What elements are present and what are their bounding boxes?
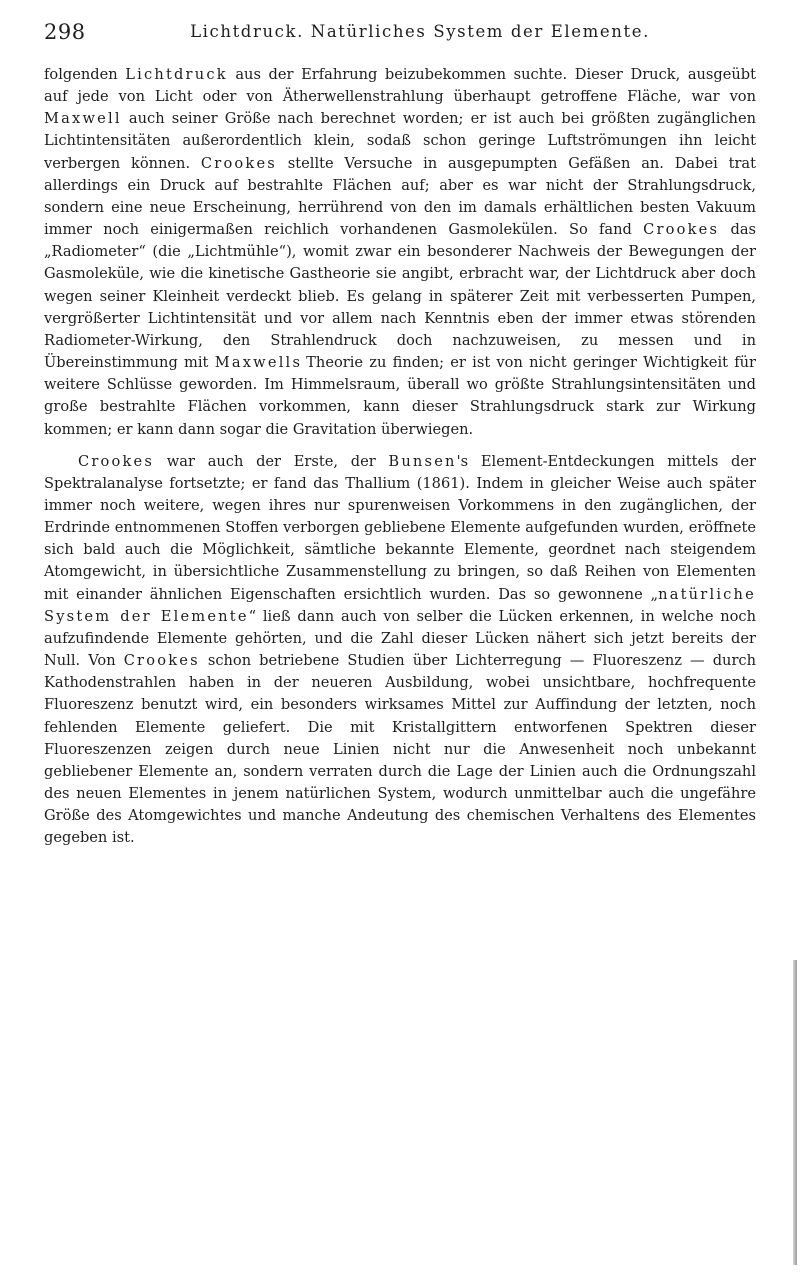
page-edge-shadow (793, 960, 797, 1265)
text-run: aus der Erfahrung beizubekommen suchte. Dieser Druck, ausgeübt auf jede von Licht oder von Ätherwellenstrahlung überhaupt getroffene Fläche, war von (44, 66, 756, 106)
paragraph (44, 451, 756, 850)
text-run: stellte Versuche in ausgepumpten Gefäßen an. Dabei trat allerdings ein Druck auf bestrahlte Flächen auf; aber es war nicht der Strahlungsdruck, sondern eine neue Erscheinung, herrührend von den im damals erhältlichen besten Vakuum immer noch einigermaßen reichlich vorhandenen Gasmolekülen. So fand (44, 154, 756, 239)
text-run: war auch der Erste, der (154, 452, 389, 470)
spaced-emphasis: Crookes (123, 652, 200, 670)
text-run: folgenden (44, 66, 126, 83)
spaced-emphasis: Lichtdruck (125, 66, 228, 83)
text-run: das „Radiometer“ (die „Lichtmühle“), womit zwar ein besonderer Nachweis der Bewegungen der Gasmoleküle, wie die kinetische Gastheorie sie angibt, erbracht war, der Lichtdruck aber doch wegen seiner Kleinheit verdeckt blieb. Es gelang in späterer Zeit mit verbesserten Pumpen, vergrößerter Lichtintensität und vor allem nach Kenntnis eben der immer etwas störenden Radiometer-Wirkung, den Strahlendruck doch nachzuweisen, zu messen und in Übereinstimmung mit (44, 221, 757, 372)
page-header (44, 18, 784, 52)
paragraph (44, 64, 756, 441)
text-run: “ ließ dann auch von selber die Lücken erkennen, in welche noch aufzufindende Elemente gehörten, und die Zahl dieser Lücken nähert sich jetzt bereits der Null. Von (44, 607, 756, 670)
running-head: Lichtdruck. Natürliches System der Elemente. (190, 22, 650, 41)
spaced-emphasis: natürliche System der Elemente (44, 585, 756, 625)
spaced-emphasis: Crookes (200, 154, 277, 172)
spaced-emphasis: Maxwell (214, 354, 293, 372)
body-text (44, 64, 756, 849)
spaced-emphasis: Crookes (643, 221, 720, 239)
page-number: 298 (44, 20, 86, 44)
text-run: s Theorie zu finden; er ist von nicht geringer Wichtigkeit für weitere Schlüsse geworden. Im Himmelsraum, überall wo größte Strahlungsintensitäten und große bestrahlte Flächen vorkommen, kann dieser Strahlungsdruck stark zur Wirkung kommen; er kann dann sogar die Gravitation überwiegen. (44, 354, 757, 438)
text-run: 's Element-Entdeckungen mittels der Spektralanalyse fortsetzte; er fand das Thallium (1861). Indem in gleicher Weise auch später immer noch weitere, wegen ihres nur spurenweisen Vorkommens in den zugänglichen, der Erdrinde entnommenen Stoffen verborgen gebliebene Elemente aufgefunden wurden, eröffnete sich bald auch die Möglichkeit, sämtliche bekannte Elemente, geordnet nach steigendem Atomgewicht, in übersichtliche Zusammenstellung zu bringen, so daß Reihen von Elementen mit einander ähnlichen Eigenschaften ersichtlich wurden. Das so gewonnene „ (44, 452, 757, 603)
spaced-emphasis: Maxwell (44, 110, 122, 128)
spaced-emphasis: Crookes (78, 452, 155, 470)
text-run: auch seiner Größe nach berechnet worden; er ist auch bei größten zugänglichen Lichtintensitäten außerordentlich klein, sodaß schon geringe Luftströmungen ihn leicht verbergen können. (44, 110, 756, 172)
text-run: schon betriebene Studien über Lichterregung — Fluoreszenz — durch Kathodenstrahlen haben in der neueren Ausbildung, wobei unsichtbare, hochfrequente Fluoreszenz benutzt wird, ein besonders wirksames Mittel zur Auffindung der letzten, noch fehlenden Elemente geliefert. Die mit Kristallgittern entworfenen Spektren dieser Fluoreszenzen zeigen durch neue Linien nicht nur die Anwesenheit noch unbekannt gebliebener Elemente an, sondern verraten durch die Lage der Linien auch die Ordnungszahl des neuen Elementes in jenem natürlichen System, wodurch unmittelbar auch die ungefähre Größe des Atomgewichtes und manche Andeutung des chemischen Verhaltens des Elementes gegeben ist. (44, 652, 756, 847)
spaced-emphasis: Bunsen (388, 452, 457, 470)
